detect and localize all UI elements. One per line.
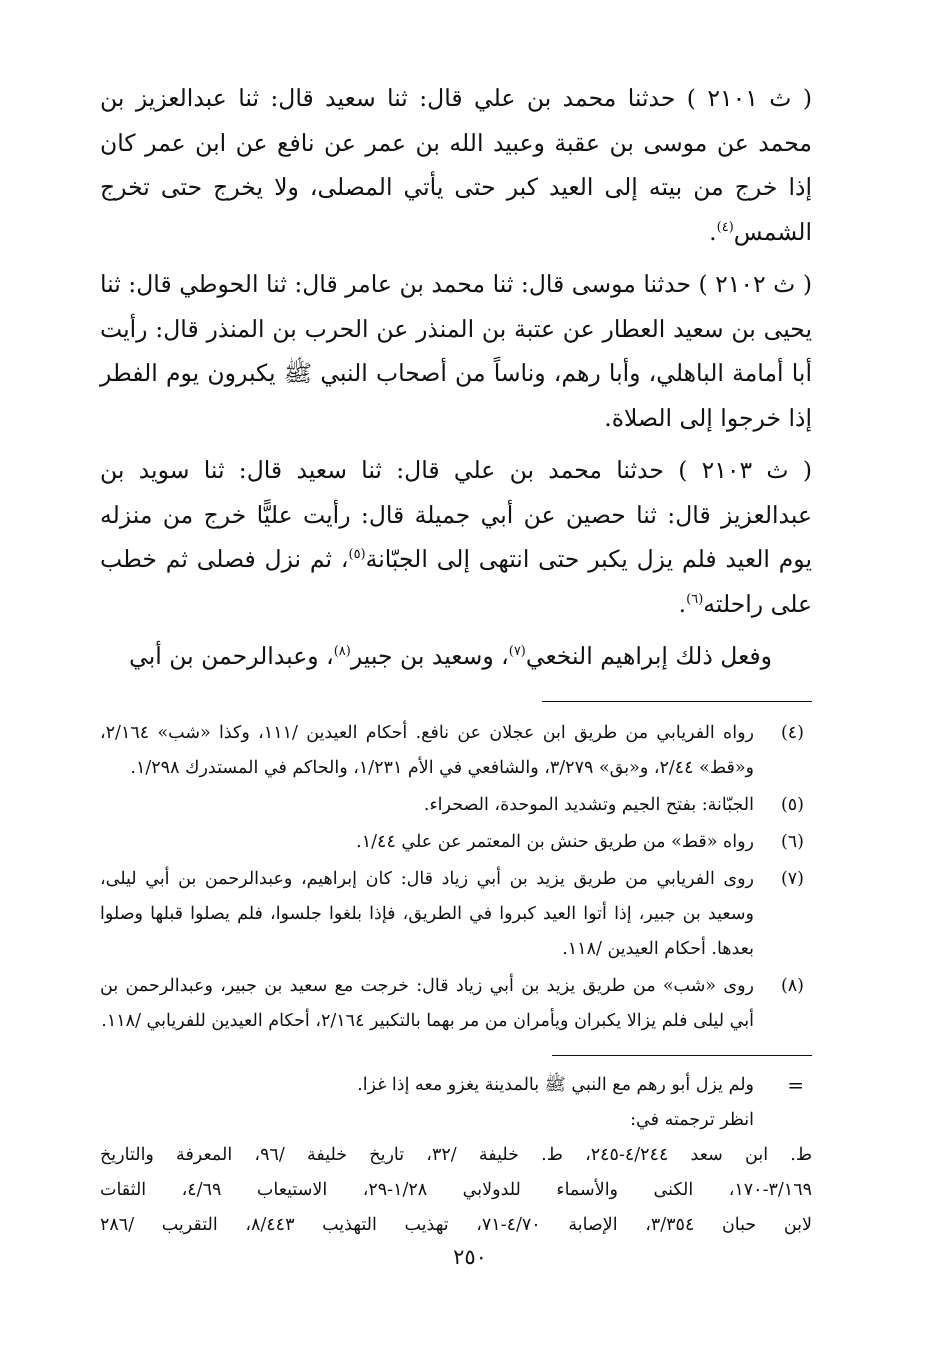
continuation-separator	[552, 1055, 812, 1056]
narration-text-a: وفعل ذلك إبراهيم النخعي	[525, 642, 772, 670]
continued-footnote-text: انظر ترجمته في:	[630, 1109, 754, 1130]
footnotes	[100, 716, 812, 1039]
hadith-2103-tail: .	[678, 589, 687, 618]
continued-footnote-second-line	[100, 1103, 812, 1138]
footnote-4	[100, 716, 812, 786]
footnote-text: روى «شب» من طريق يزيد بن أبي زياد قال: خرجت مع سعيد بن جبير، وعبدالرحمن بن أبي ليلى فلم يزالا يكبران ويأمران من مر بهما بالتكبير ٢/١٦٤، أحكام العيدين للفريابي /١١٨.	[100, 975, 754, 1031]
footnote-number: (٥)	[780, 794, 804, 815]
footnote-ref-4: (٤)	[716, 219, 734, 235]
footnote-ref-8: (٨)	[333, 644, 351, 660]
narration-text-b: ، وسعيد بن جبير	[350, 642, 509, 670]
hadith-2103-text-b: ، ثم نزل فصلى ثم خطب على راحلته	[100, 545, 812, 618]
hadith-2103	[100, 448, 812, 626]
continued-footnote	[100, 1068, 812, 1243]
hadith-2101-tail: .	[709, 217, 717, 246]
hadith-2103-text-a: ( ث ٢١٠٣ ) حدثنا محمد بن علي قال: ثنا سعيد قال: ثنا سويد بن عبدالعزيز قال: ثنا حصين عن أبي جميلة قال: رأيت عليًّا خرج من منزله يوم العيد فلم يزل يكبر حتى انتهى إلى الجبّانة	[100, 456, 812, 573]
hadith-2101	[100, 76, 812, 254]
narration-text-c: ، وعبدالرحمن بن أبي	[129, 642, 334, 670]
footnote-6	[100, 825, 812, 860]
continuation-mark: =	[787, 1072, 804, 1097]
footnote-5	[100, 788, 812, 823]
footnote-number: (٧)	[780, 868, 804, 889]
references-line: لابن حبان ٣/٣٥٤، الإصابة ٤/٧٠-٧١، تهذيب التهذيب ٨/٤٤٣، التقريب /٢٨٦	[100, 1214, 812, 1235]
hadith-2102-text: ( ث ٢١٠٢ ) حدثنا موسى قال: ثنا محمد بن عامر قال: ثنا الحوطي قال: ثنا يحيى بن سعيد العطار عن عتبة بن المنذر عن الحرب بن المنذر قال: رأيت أبا أمامة الباهلي، وأبا رهم، وناساً من أصحاب النبي ﷺ يكبرون يوم الفطر إذا خرجوا إلى الصلاة.	[100, 270, 812, 432]
main-text	[100, 76, 812, 679]
footnote-text: رواه الفريابي من طريق ابن عجلان عن نافع. أحكام العيدين /١١١، وكذا «شب» ٢/١٦٤، و«قط» ٢/٤٤، و«بق» ٣/٢٧٩، والشافعي في الأم ١/٢٣١، والحاكم في المستدرك ١/٢٩٨.	[100, 722, 754, 778]
hadith-2101-text: ( ث ٢١٠١ ) حدثنا محمد بن علي قال: ثنا سعيد قال: ثنا عبدالعزيز بن محمد عن موسى بن عقبة وعبيد الله بن عمر عن نافع عن ابن عمر كان إذا خرج من بيته إلى العيد كبر حتى يأتي المصلى، ولا يخرج حتى تخرج الشمس	[100, 84, 812, 246]
continued-footnote-text: ولم يزل أبو رهم مع النبي ﷺ بالمدينة يغزو معه إذا غزا.	[357, 1074, 754, 1095]
footnote-text: روى الفريابي من طريق يزيد بن أبي زياد قال: كان إبراهيم، وعبدالرحمن بن أبي ليلى، وسعيد بن جبير، إذا أتوا العيد كبروا في الطريق، فإذا بلغوا جلسوا، فلم يصلوا قبلها وصلوا بعدها. أحكام العيدين /١١٨.	[100, 868, 754, 959]
footnote-ref-5: (٥)	[348, 547, 366, 563]
footnote-ref-7: (٧)	[508, 644, 526, 660]
footnote-8	[100, 969, 812, 1039]
footnote-ref-6: (٦)	[686, 591, 704, 607]
references-line: ٣/١٦٩-١٧٠، الكنى والأسماء للدولابي ١/٢٨-٢٩، الاستيعاب ٤/٦٩، الثقات	[100, 1179, 812, 1200]
hadith-2102	[100, 262, 812, 440]
book-page	[100, 76, 812, 1243]
footnote-separator	[542, 701, 812, 702]
footnote-text: الجبّانة: بفتح الجيم وتشديد الموحدة، الصحراء.	[423, 794, 754, 815]
footnote-number: (٤)	[780, 722, 804, 743]
footnote-number: (٨)	[780, 975, 804, 996]
footnote-number: (٦)	[780, 831, 804, 852]
references-line: ط. ابن سعد ٤/٢٤٤-٢٤٥، ط. خليفة /٣٢، تاريخ خليفة /٩٦، المعرفة والتاريخ	[100, 1144, 813, 1165]
continued-footnote-first-line	[100, 1068, 812, 1103]
narration-continuation	[100, 634, 812, 679]
footnote-7	[100, 862, 812, 967]
footnote-text: رواه «قط» من طريق حنش بن المعتمر عن علي ١/٤٤.	[356, 831, 754, 852]
page-number: ٢٥٠	[453, 1245, 487, 1269]
